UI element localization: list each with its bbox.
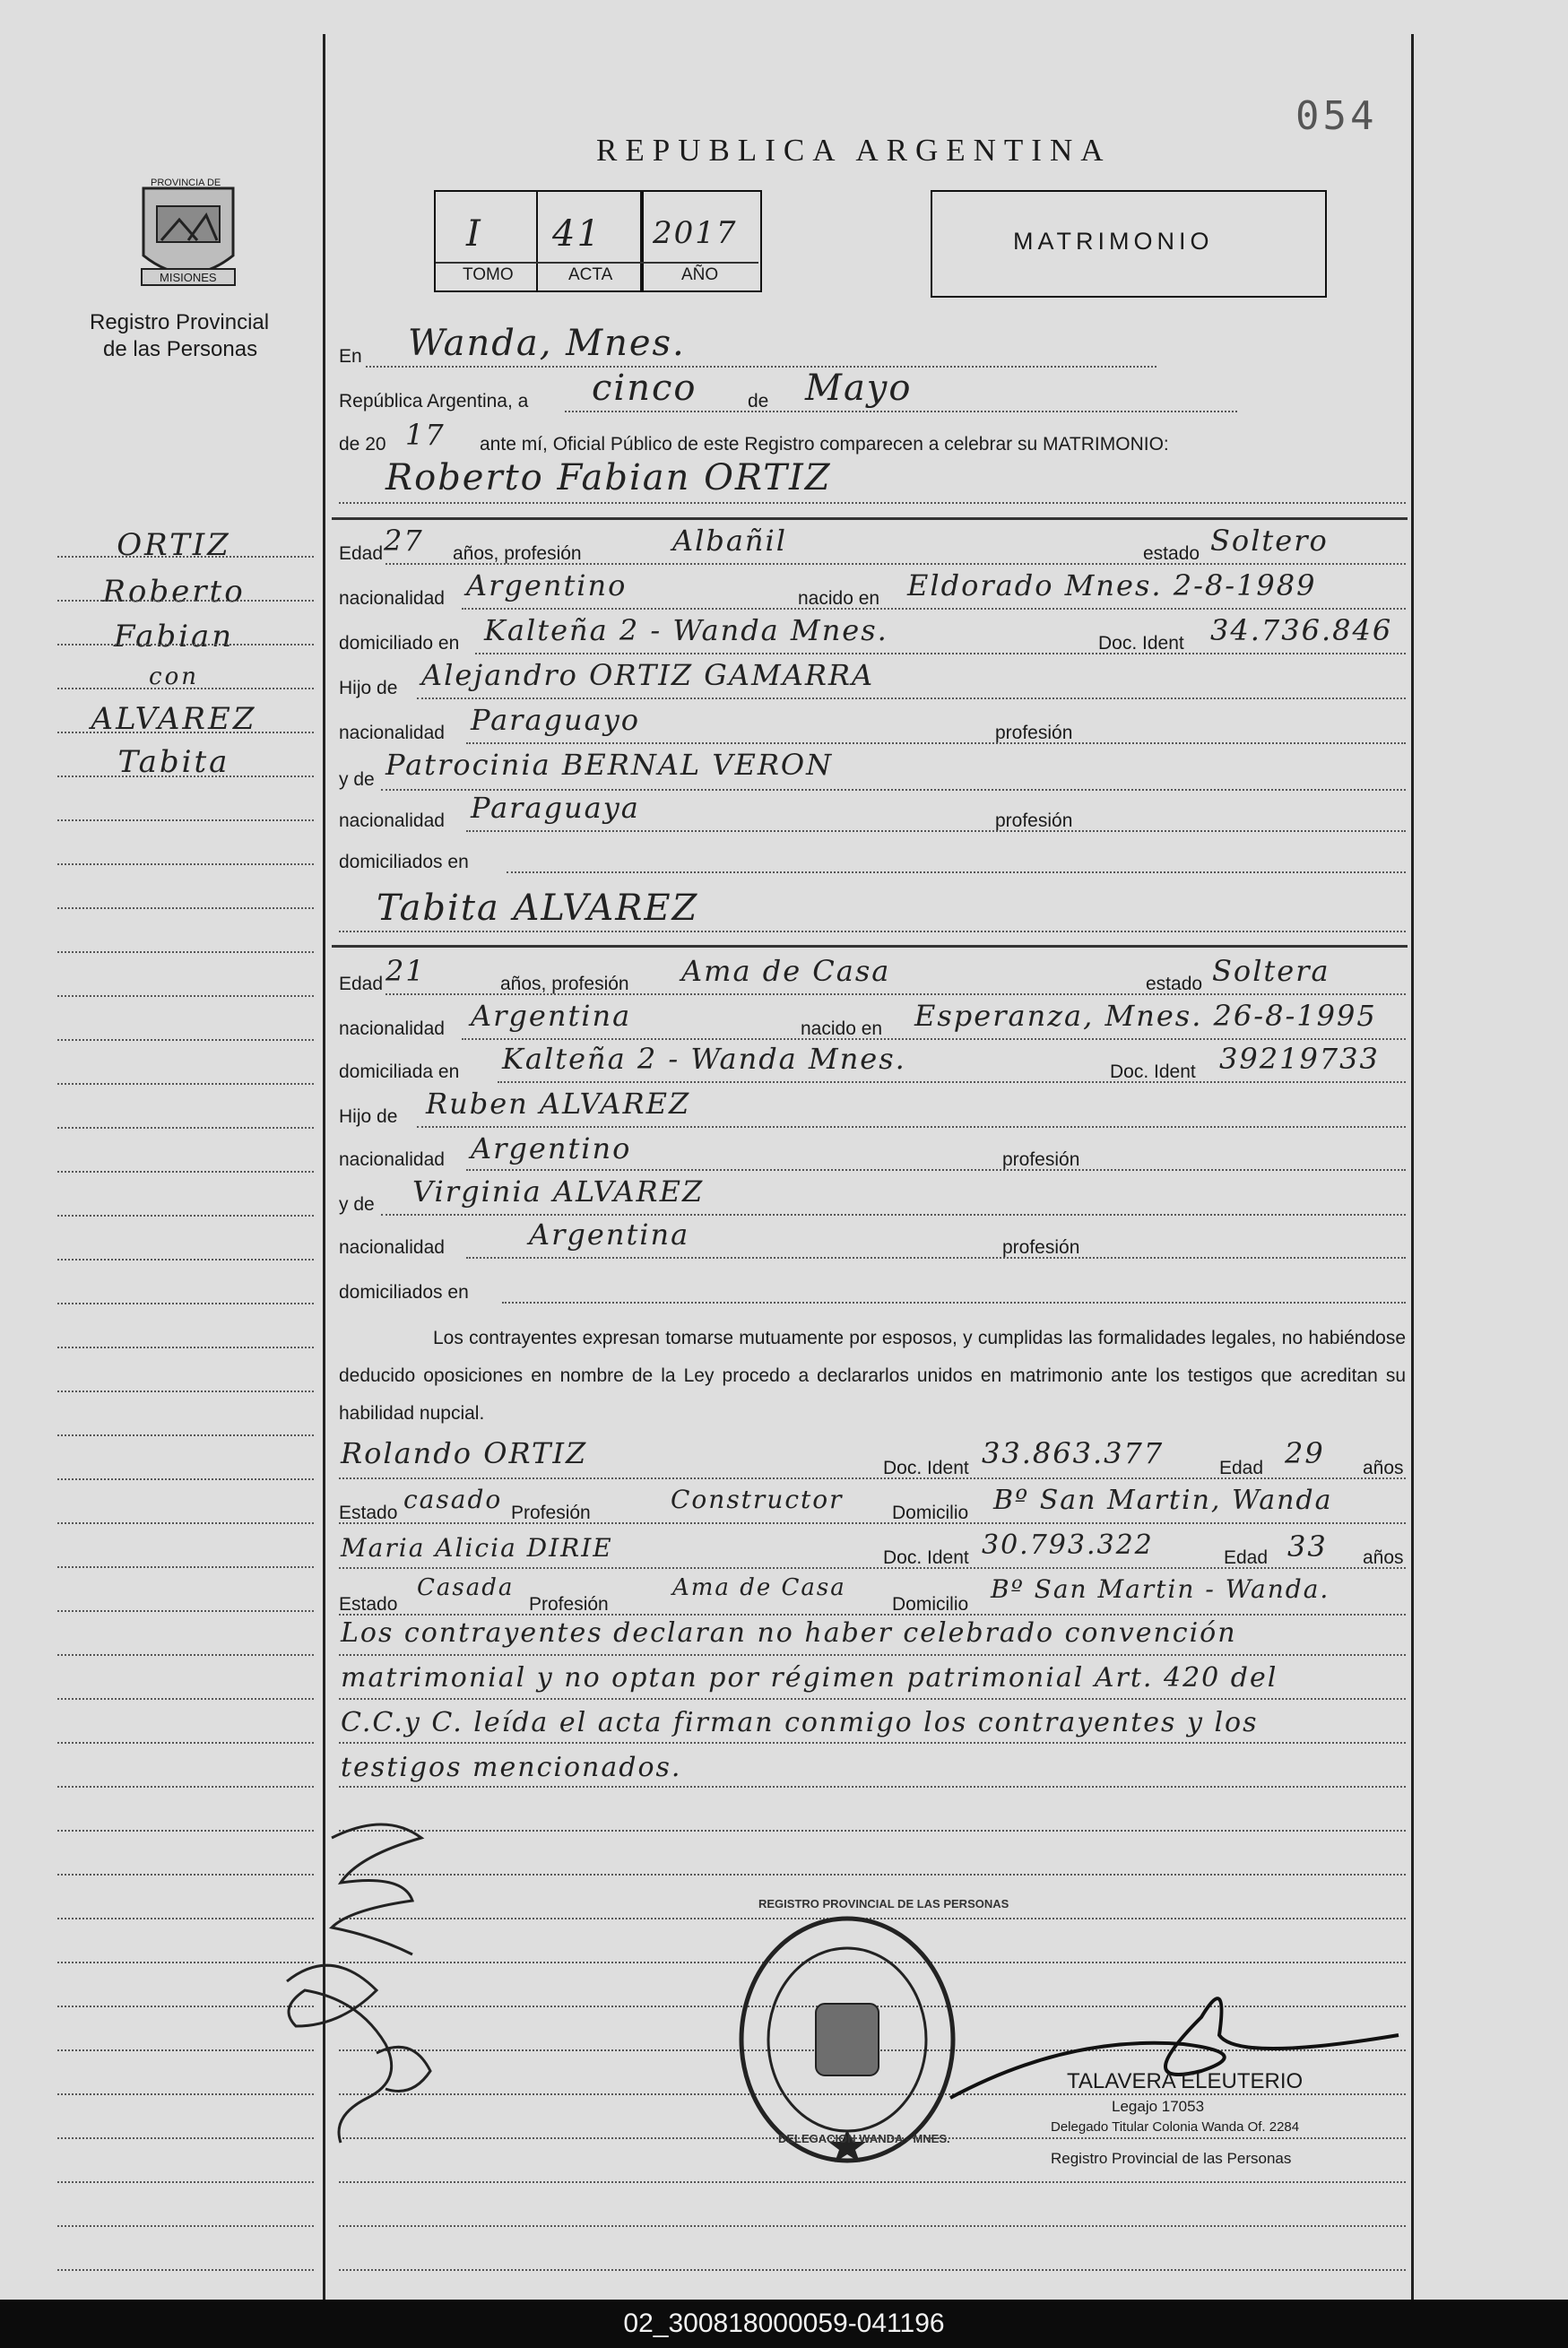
witness1-address: Bº San Martin, Wanda: [993, 1485, 1333, 1516]
groom-status: Soltero: [1210, 524, 1329, 558]
bride-domiciliada-label: domiciliada en: [339, 1061, 460, 1082]
margin-ruled-line: [57, 1918, 314, 1919]
margin-ruled-line: [57, 1610, 314, 1612]
bride-status: Soltera: [1212, 954, 1330, 988]
groom-father-prof-label: profesión: [995, 723, 1073, 743]
witness2-row2-line: [339, 1614, 1406, 1616]
tomo-value: I: [466, 213, 482, 255]
margin-ruled-line: [57, 1874, 314, 1876]
right-vertical-rule: [1411, 34, 1414, 2300]
margin-ruled-line: [57, 1742, 314, 1744]
margin-ruled-line: [57, 2181, 314, 2183]
margin-ruled-line: [57, 863, 314, 865]
bride-row3-line: [498, 1081, 1406, 1083]
tomo-label: TOMO: [463, 265, 514, 284]
groom-estado-label: estado: [1143, 543, 1200, 564]
margin-ruled-line: [57, 1259, 314, 1261]
acta-label: ACTA: [568, 265, 613, 284]
groom-profession: Albañil: [672, 524, 787, 558]
margin-ruled-line: [57, 2225, 314, 2227]
margin-note-given1: Roberto: [102, 574, 246, 610]
groom-doc: 34.736.846: [1210, 613, 1393, 647]
official-legajo: Legajo 17053: [1112, 2098, 1205, 2115]
margin-ruled-line: [57, 775, 314, 777]
note-line-1: Los contrayentes declaran no haber celebrado convención: [341, 1617, 1237, 1649]
act-type-label: MATRIMONIO: [1013, 228, 1214, 255]
margin-ruled-line: [57, 995, 314, 997]
groom-nacionalidad-label: nacionalidad: [339, 588, 445, 609]
en-label: En: [339, 346, 362, 367]
groom-father-nat-label: nacionalidad: [339, 723, 445, 743]
margin-ruled-line: [57, 1083, 314, 1085]
bride-address: Kalteña 2 - Wanda Mnes.: [502, 1042, 906, 1076]
body-ruled-line: [339, 1654, 1406, 1656]
bride-row8-line: [502, 1302, 1406, 1304]
bride-mother-nat: Argentina: [529, 1217, 690, 1252]
margin-ruled-line: [57, 907, 314, 909]
declaration-text: Los contrayentes expresan tomarse mutuamente por esposos, y cumplidas las formalidades legales, no habiéndose deducido oposiciones en nombre de la Ley procedo a declararlos unidos en matrimonio ante los testigos que acreditan su habilidad nupcial.: [339, 1328, 1406, 1424]
bride-domiciliados-label: domiciliados en: [339, 1282, 469, 1303]
witness2-edad-label: Edad: [1224, 1547, 1269, 1568]
groom-section-rule: [332, 517, 1408, 520]
box-label-divider: [436, 262, 758, 264]
margin-ruled-line: [57, 1039, 314, 1041]
groom-address: Kalteña 2 - Wanda Mnes.: [484, 613, 888, 647]
witness2-profesion-label: Profesión: [529, 1594, 609, 1615]
margin-ruled-line: [57, 1698, 314, 1700]
margin-ruled-line: [57, 951, 314, 953]
bride-mother-prof-label: profesión: [1002, 1237, 1080, 1258]
bride-estado-label: estado: [1146, 974, 1203, 994]
note-line-3: C.C.y C. leída el acta firman conmigo los contrayentes y los: [341, 1707, 1259, 1738]
margin-ruled-line: [57, 1566, 314, 1568]
groom-age: 27: [384, 524, 424, 558]
groom-name-line: [339, 502, 1406, 504]
bride-name: Tabita ALVAREZ: [377, 888, 699, 929]
bride-father-nat-label: nacionalidad: [339, 1149, 445, 1170]
year-prefix: de 20: [339, 434, 386, 455]
witness1-doc-label: Doc. Ident: [883, 1458, 969, 1478]
bride-row1-line: [386, 993, 1406, 995]
groom-father-nat: Paraguayo: [471, 703, 641, 737]
groom-row2-line: [462, 608, 1406, 610]
margin-ruled-line: [57, 688, 314, 689]
footer-id: 02_300818000059-041196: [0, 2300, 1568, 2348]
groom-domiciliado-label: domiciliado en: [339, 633, 460, 654]
margin-note-surname: ORTIZ: [117, 527, 231, 563]
bride-born: Esperanza, Mnes. 26-8-1995: [914, 999, 1377, 1033]
republica-label: República Argentina, a: [339, 391, 529, 412]
groom-domiciliados-label: domiciliados en: [339, 852, 469, 872]
official-role: Delegado Titular Colonia Wanda Of. 2284: [1051, 2119, 1300, 2135]
margin-ruled-line: [57, 1478, 314, 1480]
ano-value: 2017: [653, 215, 738, 251]
bride-mother-nat-label: nacionalidad: [339, 1237, 445, 1258]
bride-row2-line: [462, 1038, 1406, 1040]
margin-ruled-line: [57, 732, 314, 733]
acta-value: 41: [552, 213, 602, 255]
bride-profession: Ama de Casa: [681, 954, 891, 988]
margin-note-con: con: [149, 663, 199, 690]
bride-row4-line: [417, 1126, 1406, 1128]
groom-born: Eldorado Mnes. 2-8-1989: [907, 568, 1317, 602]
date-line: [565, 411, 1237, 412]
bride-row6-line: [381, 1214, 1406, 1216]
groom-row3-line: [475, 653, 1406, 654]
margin-ruled-line: [57, 1215, 314, 1217]
bride-nationality: Argentina: [471, 999, 632, 1033]
body-ruled-line: [339, 1742, 1406, 1744]
body-ruled-line: [339, 2269, 1406, 2271]
registry-name-line2: de las Personas: [103, 337, 258, 361]
bride-yde-label: y de: [339, 1194, 375, 1215]
groom-nationality: Argentino: [466, 568, 628, 602]
bride-section-rule: [332, 945, 1408, 948]
bride-father-nat: Argentino: [471, 1131, 632, 1165]
margin-ruled-line: [57, 1522, 314, 1524]
ano-label: AÑO: [681, 265, 719, 284]
margin-ruled-line: [57, 2269, 314, 2271]
margin-ruled-line: [57, 1303, 314, 1304]
stamp-lower-text: DELEGACION WANDA - MNES.: [778, 2132, 950, 2145]
bride-name-line: [339, 931, 1406, 932]
bride-nacionalidad-label: nacionalidad: [339, 1018, 445, 1039]
bride-age: 21: [386, 954, 426, 988]
year-suffix: 17: [405, 418, 446, 452]
margin-note-given3: Tabita: [117, 744, 230, 780]
groom-row7-line: [466, 830, 1406, 832]
bride-hijo-label: Hijo de: [339, 1106, 398, 1127]
witness2-age: 33: [1287, 1529, 1328, 1564]
witness1-doc: 33.863.377: [982, 1436, 1165, 1470]
month-value: Mayo: [805, 368, 913, 409]
witness2-profession: Ama de Casa: [672, 1574, 846, 1601]
witness2-row1-line: [339, 1567, 1406, 1569]
margin-ruled-line: [57, 2006, 314, 2007]
groom-row8-line: [507, 871, 1406, 873]
groom-row1-line: [386, 563, 1406, 565]
groom-name: Roberto Fabian ORTIZ: [386, 457, 832, 498]
margin-ruled-line: [57, 1434, 314, 1436]
margin-ruled-line: [57, 819, 314, 821]
registry-name-line1: Registro Provincial: [90, 310, 270, 334]
witness1-domicilio-label: Domicilio: [892, 1503, 969, 1523]
margin-ruled-line: [57, 1786, 314, 1788]
bride-nacido-label: nacido en: [801, 1018, 883, 1039]
body-ruled-line: [339, 2181, 1406, 2183]
witness1-anos-label: años: [1363, 1458, 1404, 1478]
margin-ruled-line: [57, 556, 314, 558]
bride-doc-label: Doc. Ident: [1110, 1061, 1196, 1082]
body-ruled-line: [339, 1874, 1406, 1876]
bride-row7-line: [466, 1257, 1406, 1259]
witness2-estado-label: Estado: [339, 1594, 398, 1615]
margin-ruled-line: [57, 1830, 314, 1832]
official-org: Registro Provincial de las Personas: [1051, 2150, 1292, 2167]
body-ruled-line: [339, 1698, 1406, 1700]
groom-edad-label: Edad: [339, 543, 384, 564]
witness2-doc-label: Doc. Ident: [883, 1547, 969, 1568]
margin-note-surname2: ALVAREZ: [91, 701, 257, 737]
groom-row5-line: [466, 742, 1406, 744]
note-line-4: testigos mencionados.: [341, 1752, 682, 1783]
groom-row4-line: [417, 697, 1406, 699]
witness1-status: casado: [403, 1485, 503, 1514]
folio-number: 054: [1295, 93, 1378, 139]
country-title: REPUBLICA ARGENTINA: [596, 133, 1112, 168]
groom-nacido-label: nacido en: [798, 588, 880, 609]
witness1-age: 29: [1285, 1436, 1325, 1470]
margin-ruled-line: [57, 600, 314, 602]
opening-tail: ante mí, Oficial Público de este Registro comparecen a celebrar su MATRIMONIO:: [480, 434, 1169, 455]
place-line: [366, 366, 1157, 368]
official-name: TALAVERA ELEUTERIO: [1067, 2069, 1304, 2093]
bride-anos-profesion-label: años, profesión: [500, 974, 629, 994]
groom-mother-nat: Paraguaya: [471, 791, 640, 825]
groom-mother: Patrocinia BERNAL VERON: [386, 748, 834, 782]
margin-ruled-line: [57, 2137, 314, 2139]
body-ruled-line: [339, 1830, 1406, 1832]
body-ruled-line: [339, 2225, 1406, 2227]
margin-ruled-line: [57, 1654, 314, 1656]
witness2-status: Casada: [417, 1574, 515, 1601]
witness1-row2-line: [339, 1522, 1406, 1524]
groom-yde-label: y de: [339, 769, 375, 790]
margin-ruled-line: [57, 644, 314, 645]
witness2-name: Maria Alicia DIRIE: [341, 1533, 613, 1563]
bride-edad-label: Edad: [339, 974, 384, 994]
margin-ruled-line: [57, 1347, 314, 1348]
place-value: Wanda, Mnes.: [408, 323, 686, 364]
groom-mother-nat-label: nacionalidad: [339, 810, 445, 831]
groom-father: Alejandro ORTIZ GAMARRA: [421, 658, 875, 692]
witness1-name: Rolando ORTIZ: [341, 1436, 588, 1470]
margin-ruled-line: [57, 1127, 314, 1129]
bride-doc: 39219733: [1219, 1042, 1380, 1076]
note-line-2: matrimonial y no optan por régimen patrimonial Art. 420 del: [341, 1662, 1278, 1694]
margin-ruled-line: [57, 1171, 314, 1173]
bride-father: Ruben ALVAREZ: [426, 1087, 691, 1121]
witness1-row1-line: [339, 1477, 1406, 1479]
day-value: cinco: [592, 368, 697, 409]
bride-father-prof-label: profesión: [1002, 1149, 1080, 1170]
emblem-top-text: PROVINCIA DE: [151, 178, 221, 188]
witness2-doc: 30.793.322: [982, 1529, 1154, 1561]
margin-ruled-line: [57, 2093, 314, 2095]
bride-mother: Virginia ALVAREZ: [412, 1174, 705, 1209]
de-label: de: [748, 391, 769, 412]
witness1-edad-label: Edad: [1219, 1458, 1264, 1478]
margin-ruled-line: [57, 1962, 314, 1963]
margin-ruled-line: [57, 1391, 314, 1392]
witness2-domicilio-label: Domicilio: [892, 1594, 969, 1615]
witness1-profession: Constructor: [671, 1485, 844, 1514]
stamp-ring-text: REGISTRO PROVINCIAL DE LAS PERSONAS: [758, 1897, 1009, 1910]
witness1-estado-label: Estado: [339, 1503, 398, 1523]
witness2-address: Bº San Martin - Wanda.: [991, 1574, 1330, 1604]
emblem-bottom-text: MISIONES: [160, 271, 217, 284]
groom-hijo-label: Hijo de: [339, 678, 398, 698]
witness1-profesion-label: Profesión: [511, 1503, 591, 1523]
witness2-anos-label: años: [1363, 1547, 1404, 1568]
groom-mother-prof-label: profesión: [995, 810, 1073, 831]
body-ruled-line: [339, 1786, 1406, 1788]
groom-anos-profesion-label: años, profesión: [453, 543, 582, 564]
bride-row5-line: [466, 1169, 1406, 1171]
groom-doc-label: Doc. Ident: [1098, 633, 1184, 654]
margin-note-given2: Fabian: [113, 619, 235, 654]
witness-signatures: [278, 1802, 493, 2161]
margin-ruled-line: [57, 2049, 314, 2051]
